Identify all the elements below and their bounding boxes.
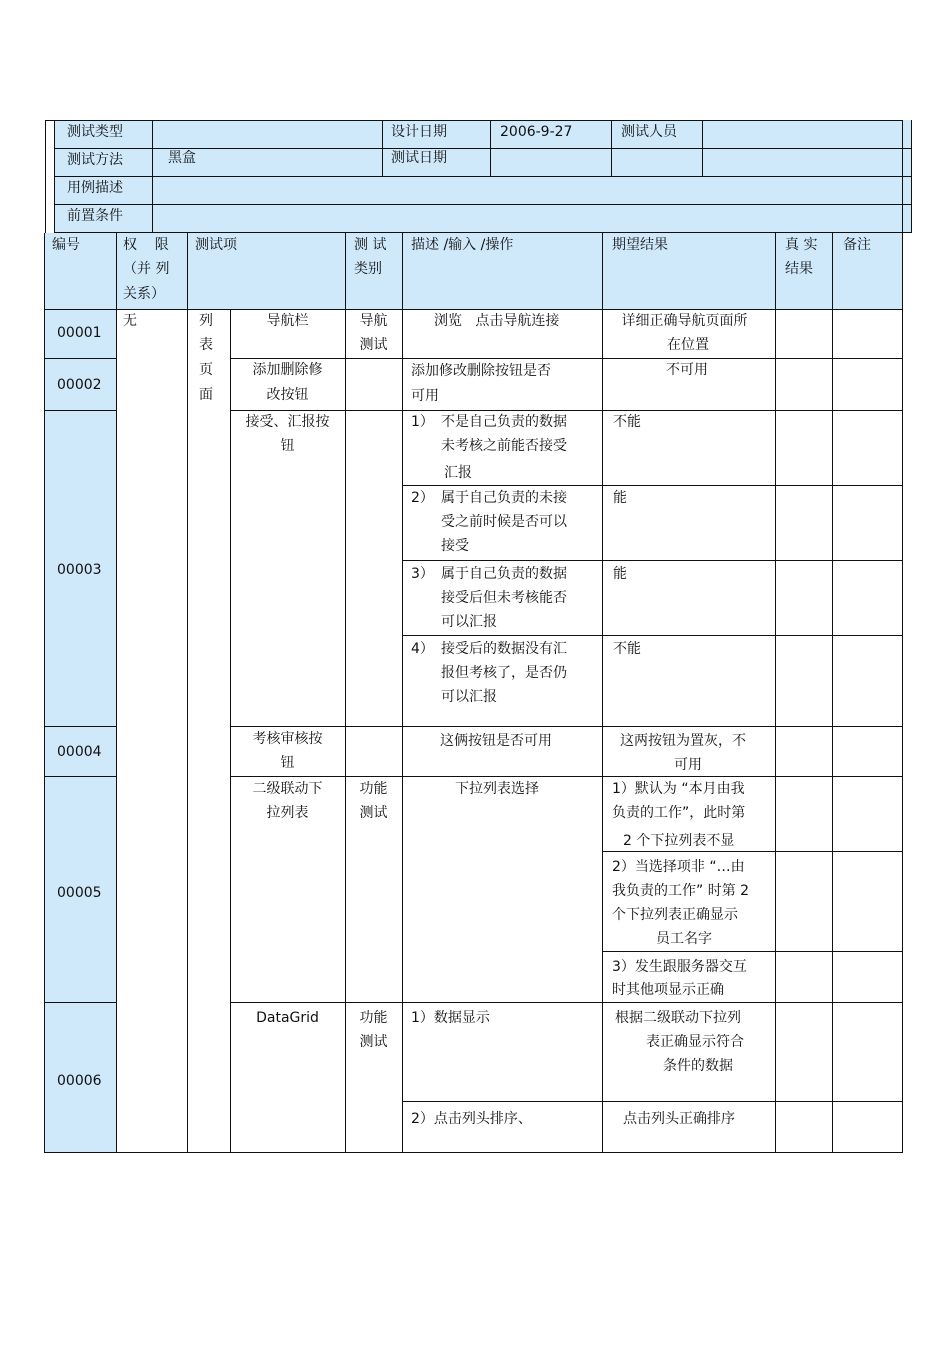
category-func-a-1: 功能	[359, 781, 388, 797]
hline-exp-9	[602, 951, 903, 952]
expected-1-line-1: 详细正确导航页面所	[621, 313, 748, 329]
hline-exp-3	[602, 485, 903, 486]
item-accept-1: 接受、汇报按	[245, 414, 330, 430]
body-vline-left	[44, 233, 45, 1153]
test-date-label: 测试日期	[391, 150, 447, 166]
desc-3d-line-1: 接受后的数据没有汇	[441, 641, 567, 657]
hline-exp-10	[602, 1002, 903, 1003]
category-nav-2: 测试	[359, 337, 388, 353]
case-id: 00005	[57, 885, 102, 901]
permission-value: 无	[123, 313, 137, 329]
hline-desc-4	[402, 560, 603, 561]
page-label-3: 页	[199, 362, 213, 378]
hline-id-3	[44, 726, 117, 727]
expected-5b-line-3: 个下拉列表正确显示	[612, 907, 738, 923]
hline-desc-8	[402, 1002, 603, 1003]
design-date-value[interactable]: 2006-9-27	[500, 124, 573, 140]
desc-3d-line-3: 可以汇报	[441, 689, 497, 705]
header-vline-right-inner	[902, 120, 903, 233]
vline-actual	[832, 233, 833, 1153]
hline-id-2	[44, 410, 117, 411]
expected-6a-line-3: 条件的数据	[663, 1058, 733, 1074]
desc-2-line-2: 可用	[411, 388, 439, 404]
case-id: 00002	[57, 377, 102, 393]
col-permission-2: （并 列	[123, 261, 170, 277]
col-category-1: 测 试	[354, 237, 387, 253]
vline-perm	[187, 233, 188, 1153]
desc-1: 浏览 点击导航连接	[434, 313, 560, 329]
header-line-r3	[54, 204, 912, 205]
desc-3c-line-3: 可以汇报	[441, 614, 497, 630]
hline-item-5	[230, 1002, 403, 1003]
precondition-label: 前置条件	[67, 208, 123, 224]
desc-4: 这俩按钮是否可用	[440, 733, 552, 749]
vline-exp	[775, 233, 776, 1153]
header-line-r2	[54, 176, 912, 177]
expected-5a-line-3: 2 个下拉列表不显	[623, 833, 735, 849]
header-vline-c3	[382, 120, 383, 176]
case-id: 00006	[57, 1073, 102, 1089]
desc-6a: 1）数据显示	[411, 1010, 490, 1026]
test-method-value[interactable]: 黑盒	[168, 150, 196, 166]
hline-id-5	[44, 1002, 117, 1003]
case-id: 00004	[57, 744, 102, 760]
col-description: 描述 /输入 /操作	[411, 237, 514, 253]
item-add-del-2: 改按钮	[266, 387, 309, 403]
hline-exp-4	[602, 560, 903, 561]
expected-3a: 不能	[613, 414, 641, 430]
design-date-label: 设计日期	[391, 124, 447, 140]
col-expected: 期望结果	[612, 237, 668, 253]
vline-id	[116, 233, 117, 1153]
col-actual-2: 结果	[785, 261, 813, 277]
expected-5b-line-4: 员工名字	[656, 931, 712, 947]
test-method-label: 测试方法	[67, 152, 123, 168]
id-column-background	[45, 309, 116, 1152]
header-vline-left-outer	[45, 120, 46, 233]
body-vline-right	[902, 233, 903, 1153]
expected-3d: 不能	[613, 641, 641, 657]
desc-6b: 2）点击列头排序、	[411, 1111, 532, 1127]
item-datagrid: DataGrid	[256, 1010, 319, 1026]
header-vline-label	[152, 120, 153, 233]
hline-exp-6	[602, 726, 903, 727]
col-remarks: 备注	[843, 237, 871, 253]
desc-3a-line-3: 汇报	[444, 465, 472, 481]
expected-5a-line-2: 负责的工作”，此时第	[612, 805, 746, 821]
expected-2: 不可用	[666, 362, 708, 378]
header-line-top	[45, 120, 903, 121]
desc-5: 下拉列表选择	[455, 781, 539, 797]
case-id: 00003	[57, 562, 102, 578]
desc-2-line-1: 添加修改删除按钮是否	[411, 363, 551, 379]
tester-label: 测试人员	[621, 124, 677, 140]
hline-id-1	[44, 358, 117, 359]
expected-4-line-2: 可用	[674, 757, 702, 773]
hline-id-4	[44, 776, 117, 777]
col-category-2: 类别	[354, 261, 382, 277]
hline-exp-11	[602, 1101, 903, 1102]
desc-3c-line-1: 属于自己负责的数据	[441, 566, 567, 582]
hline-desc-5	[402, 635, 603, 636]
vline-cat	[402, 233, 403, 1153]
category-func-a-2: 测试	[359, 805, 388, 821]
desc-3a-line-1: 不是自己负责的数据	[441, 414, 567, 430]
item-accept-2: 钮	[280, 438, 295, 454]
expected-5b-line-1: 2）当选择项非 “…由	[612, 859, 745, 875]
col-permission-3: 关系）	[123, 286, 165, 302]
expected-3b: 能	[613, 490, 627, 506]
expected-1-line-2: 在位置	[667, 337, 709, 353]
item-nav-bar: 导航栏	[266, 313, 309, 329]
item-audit-1: 考核审核按	[252, 731, 323, 747]
item-audit-2: 钮	[280, 755, 295, 771]
header-vline-c5	[611, 120, 612, 176]
item-cascade-1: 二级联动下	[252, 781, 323, 797]
expected-5b-line-2: 我负责的工作” 时第 2	[612, 883, 750, 899]
desc-3d-line-2: 报但考核了，是否仍	[441, 665, 567, 681]
desc-3a-line-2: 未考核之前能否接受	[441, 438, 567, 454]
hline-desc-9	[402, 1101, 603, 1102]
item-cascade-2: 拉列表	[266, 805, 309, 821]
header-vline-c6	[702, 120, 703, 176]
category-func-b-1: 功能	[359, 1010, 388, 1026]
col-id: 编号	[52, 237, 80, 253]
page-label-1: 列	[199, 313, 213, 329]
page-label-2: 表	[199, 337, 213, 353]
desc-3d-number: 4）	[411, 641, 434, 657]
desc-3a-number: 1）	[411, 414, 434, 430]
desc-3c-number: 3）	[411, 566, 434, 582]
case-id: 00001	[57, 325, 102, 341]
hline-desc-6	[402, 726, 603, 727]
desc-3b-number: 2）	[411, 490, 434, 506]
hline-exp-5	[602, 635, 903, 636]
header-vline-left-inner	[54, 120, 55, 233]
item-add-del-1: 添加删除修	[252, 362, 323, 378]
expected-5c-line-1: 3）发生跟服务器交互	[612, 959, 747, 975]
desc-3b-line-3: 接受	[441, 538, 469, 554]
col-permission-1: 权 限	[123, 237, 169, 253]
expected-3c: 能	[613, 566, 627, 582]
desc-3b-line-1: 属于自己负责的未接	[441, 490, 567, 506]
page-label-4: 面	[199, 387, 213, 403]
test-type-label: 测试类型	[67, 124, 123, 140]
expected-6a-line-1: 根据二级联动下拉列	[615, 1010, 741, 1026]
hline-exp-2	[602, 410, 903, 411]
expected-5c-line-2: 时其他项显示正确	[612, 982, 724, 998]
case-desc-label: 用例描述	[67, 180, 123, 196]
expected-5a-line-1: 1）默认为 “本月由我	[612, 781, 745, 797]
col-actual-1: 真 实	[785, 237, 818, 253]
category-nav-1: 导航	[359, 313, 388, 329]
header-vline-c4	[490, 120, 491, 176]
desc-3b-line-2: 受之前时候是否可以	[441, 514, 567, 530]
expected-6b: 点击列头正确排序	[623, 1111, 735, 1127]
expected-6a-line-2: 表正确显示符合	[646, 1034, 744, 1050]
category-func-b-2: 测试	[359, 1034, 388, 1050]
desc-3c-line-2: 接受后但未考核能否	[441, 590, 567, 606]
header-vline-right-outer	[911, 120, 912, 233]
col-item: 测试项	[195, 237, 237, 253]
expected-4-line-1: 这两按钮为置灰，不	[620, 733, 746, 749]
